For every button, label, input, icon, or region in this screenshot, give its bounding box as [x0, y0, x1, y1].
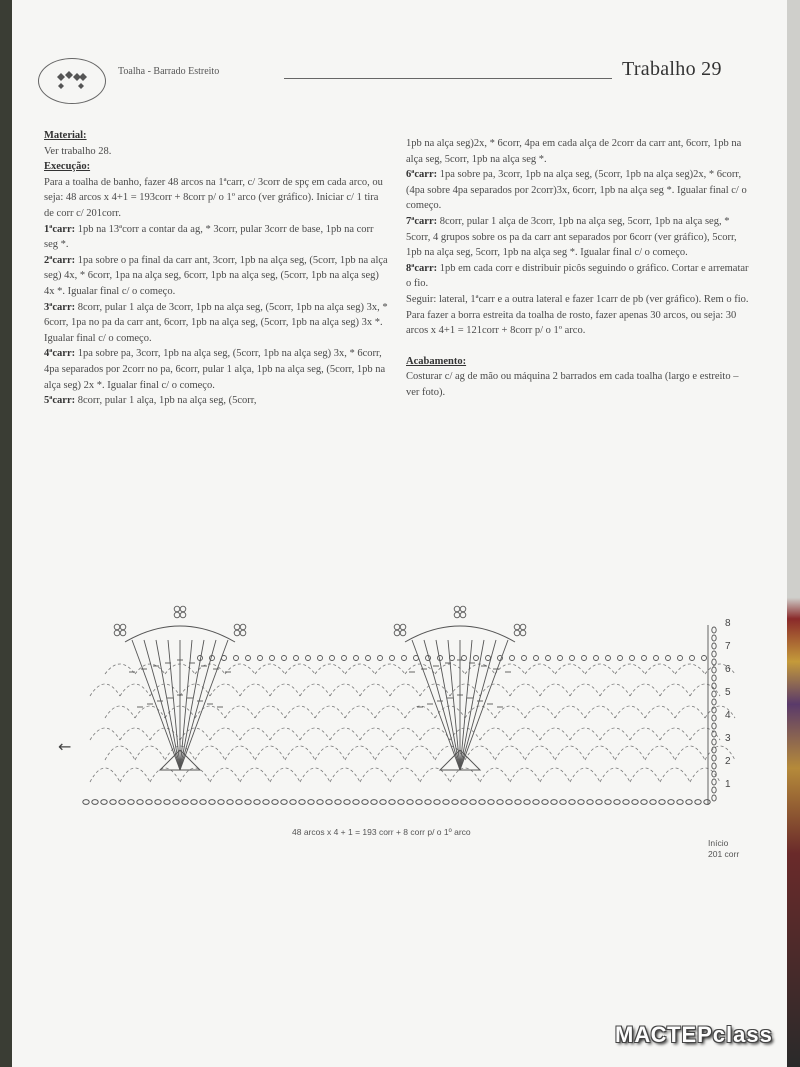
row5-label: 5ªcarr: — [44, 395, 76, 407]
page-edge — [787, 0, 800, 1067]
crochet-chart — [50, 600, 770, 825]
start-label-line1: Início — [708, 838, 729, 848]
row2-label: 2ªcarr: — [44, 254, 76, 266]
text-column-right — [406, 136, 751, 401]
row8-label: 8ªcarr: — [406, 262, 438, 274]
rosto-text: Para fazer a borra estreita da toalha de rosto, fazer apenas 30 arcos, ou seja: 30 arcos x 4+1 = 121corr + 8corr p/ o 1º arco. — [406, 309, 737, 337]
acabamento-text: Costurar c/ ag de mão ou máquina 2 barrados em cada toalha (largo e estreito – ver foto). — [406, 371, 739, 398]
page-title: Trabalho 29 — [622, 58, 722, 80]
text-column-left — [44, 128, 389, 409]
row-number: 2 — [725, 756, 731, 767]
row4-text: 1pa sobre pa, 3corr, 1pb na alça seg, (5corr, 1pb na alça seg) 3x, * 6corr, 4pa separados por 2corr no pa, 6corr, pular 1 alça, 1pb na alça seg, (5corr, 1pb na alça seg) 2x *. Igualar final c/ o começo. — [44, 348, 386, 391]
material-text: Ver trabalho 28. — [44, 145, 112, 157]
chart-caption: 48 arcos x 4 + 1 = 193 corr + 8 corr p/ o 1º arco — [292, 827, 471, 837]
row7-label: 7ªcarr: — [406, 215, 438, 227]
row8-text: 1pb em cada corr e distribuir picôs seguindo o gráfico. Cortar e arrematar o fio. — [406, 262, 749, 290]
row-number: 5 — [725, 687, 731, 698]
section-label: Toalha - Barrado Estreito — [118, 66, 220, 77]
row2-text: 1pa sobre o pa final da carr ant, 3corr, 1pb na alça seg, (5corr, 1pb na alça seg) 4x, * 6corr, 1pa na alça seg, 6corr, 1pb na alça seg, (5corr, 1pb na alça seg) 4x *. Igualar final c/ o começo. — [44, 254, 388, 297]
fan-motifs — [114, 606, 526, 770]
seguir-text: Seguir: lateral, 1ªcarr e a outra lateral e fazer 1carr de pb (ver gráfico). Rem o fio. — [406, 293, 749, 305]
start-label — [708, 838, 739, 860]
direction-arrow: ← — [58, 737, 72, 756]
book-spine — [0, 0, 12, 1067]
acabamento-heading: Acabamento: — [406, 355, 467, 367]
row-number: 6 — [725, 664, 731, 675]
row5-continued: 1pb na alça seg)2x, * 6corr, 4pa em cada alça de 2corr da carr ant, 6corr, 1pb na alça seg, 5corr, 1pb na alça seg *. — [406, 138, 742, 165]
row-number: 8 — [725, 618, 731, 629]
row-number: 3 — [725, 733, 731, 744]
intro-paragraph: Para a toalha de banho, fazer 48 arcos na 1ªcarr, c/ 3corr de spç em cada arco, ou seja: 48 arcos x 4+1 = 193corr + 8corr p/ o 1º arco (ver gráfico). Iniciar c/ 1 tira de corr c/ 201corr. — [44, 176, 383, 219]
row3-label: 3ªcarr: — [44, 301, 76, 313]
header-rule — [284, 78, 612, 79]
execucao-heading: Execução: — [44, 161, 91, 173]
row-number: 7 — [725, 641, 731, 652]
row5-text: 8corr, pular 1 alça, 1pb na alça seg, (5corr, — [77, 395, 257, 407]
start-label-line2: 201 corr — [708, 849, 740, 859]
row-number: 4 — [725, 710, 731, 721]
material-heading: Material: — [44, 130, 87, 141]
row1-text: 1pb na 13ªcorr a contar da ag, * 3corr, pular 3corr de base, 1pb na corr seg *. — [44, 223, 374, 251]
row-numbers — [725, 618, 731, 790]
row6-label: 6ªcarr: — [406, 169, 438, 181]
logo-icon — [38, 58, 106, 104]
row4-label: 4ªcarr: — [44, 348, 76, 360]
row6-text: 1pa sobre pa, 3corr, 1pb na alça seg, (5corr, 1pb na alça seg)2x, * 6corr, (4pa sobre 4pa separados por 2corr)3x, 6corr, 1pb na alça seg *. Igualar final c/ o começo. — [406, 169, 747, 212]
row1-label: 1ªcarr: — [44, 223, 76, 235]
chain-rows — [83, 625, 735, 805]
watermark: МАСТЕРclass — [615, 1022, 773, 1047]
row3-text: 8corr, pular 1 alça de 3corr, 1pb na alça seg, (5corr, 1pb na alça seg) 3x, * 6corr, 1pa no pa da carr ant, 6corr, 1pb na alça seg, (5corr, 1pb na alça seg) 3x *. Igualar final c/ o começo. — [44, 301, 388, 344]
row-number: 1 — [725, 779, 731, 790]
row7-text: 8corr, pular 1 alça de 3corr, 1pb na alça seg, 5corr, 1pb na alça seg, * 5corr, 4 grupos sobre os pa da carr ant separados por 6corr (ver gráfico), 5corr, 1pb na alça seg, 5corr, 1pb na alça seg *. Igualar final c/ o começo. — [406, 215, 737, 259]
